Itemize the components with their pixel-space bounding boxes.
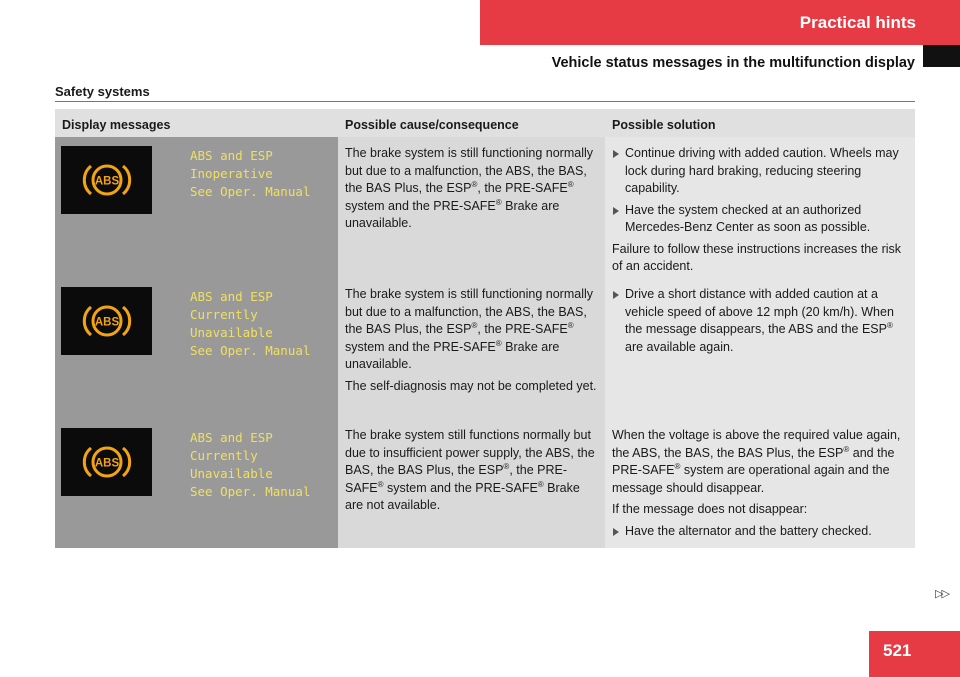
abs-warning-icon [61, 287, 152, 355]
display-message-cell [55, 137, 338, 278]
abs-warning-icon [61, 428, 152, 496]
cause-cell [338, 278, 605, 419]
abs-icon-label: ABS [94, 457, 119, 470]
solution-text: Failure to follow these instructions increases the risk of an accident. [612, 241, 902, 273]
header-solution: Possible solution [612, 118, 716, 132]
solution-cell [605, 278, 915, 419]
display-message-text: ABS and ESP Inoperative See Oper. Manual [190, 148, 311, 199]
chapter-header: Practical hints [480, 0, 960, 45]
solution-step-text: Have the alternator and the battery checked. [625, 523, 872, 538]
abs-icon-label: ABS [94, 175, 119, 188]
solution-step [612, 523, 909, 541]
cause-cell [338, 137, 605, 278]
table-row [55, 419, 915, 548]
cause-text: The self-diagnosis may not be completed yet. [345, 378, 597, 393]
solution-step-text: Have the system checked at an authorized Mercedes-Benz Center as soon as possible. [625, 202, 871, 234]
section-divider [55, 101, 915, 102]
solution-text: If the message does not disappear: [612, 502, 808, 516]
cause-text: The brake system is still functioning normally but due to a malfunction, the ABS, the BAS, the BAS Plus, the ESP®, the PRE-SAFE® system and the PRE-SAFE® Brake are unavailable. [345, 287, 594, 371]
display-message-text: ABS and ESP Currently Unavailable See Oper. Manual [190, 289, 311, 358]
display-message-cell [55, 419, 338, 548]
triangle-arrow-icon [613, 207, 619, 215]
status-messages-table [55, 109, 915, 548]
table-header [55, 109, 915, 137]
solution-cell [605, 137, 915, 278]
page-number: 521 [869, 631, 960, 677]
header-marker [923, 45, 960, 67]
solution-step-text: Continue driving with added caution. Wheels may lock during hard braking, reducing steering capability. [625, 146, 899, 195]
solution-cell [605, 419, 915, 548]
table-row [55, 278, 915, 419]
section-title: Safety systems [55, 84, 150, 99]
solution-text: When the voltage is above the required value again, the ABS, the BAS, the BAS Plus, the ESP® and the PRE-SAFE® system are operational again and the message should disappear. [612, 428, 901, 495]
solution-step [612, 286, 909, 356]
triangle-arrow-icon [613, 528, 619, 536]
cause-cell [338, 419, 605, 548]
abs-warning-icon [61, 146, 152, 214]
solution-step [612, 145, 909, 198]
page-subtitle: Vehicle status messages in the multifunction display [551, 55, 915, 71]
solution-step-text: Drive a short distance with added caution at a vehicle speed of above 12 mph (20 km/h). When the message disappears, the ABS and the ESP® are available again. [625, 287, 894, 354]
solution-step [612, 202, 909, 237]
triangle-arrow-icon [613, 291, 619, 299]
abs-icon-label: ABS [94, 316, 119, 329]
triangle-arrow-icon [613, 150, 619, 158]
table-row [55, 137, 915, 278]
display-message-cell [55, 278, 338, 419]
cause-text: The brake system is still functioning normally but due to a malfunction, the ABS, the BAS, the BAS Plus, the ESP®, the PRE-SAFE® system and the PRE-SAFE® Brake are unavailable. [345, 146, 594, 230]
header-display-messages: Display messages [62, 118, 171, 132]
cause-text: The brake system still functions normally but due to insufficient power supply, the ABS, the BAS, the BAS Plus, the ESP®, the PRE-SAFE® system and the PRE-SAFE® Brake are not available. [345, 428, 595, 512]
display-message-text: ABS and ESP Currently Unavailable See Oper. Manual [190, 430, 311, 499]
continue-marker: ▷▷ [935, 588, 948, 600]
header-cause: Possible cause/consequence [345, 118, 519, 132]
